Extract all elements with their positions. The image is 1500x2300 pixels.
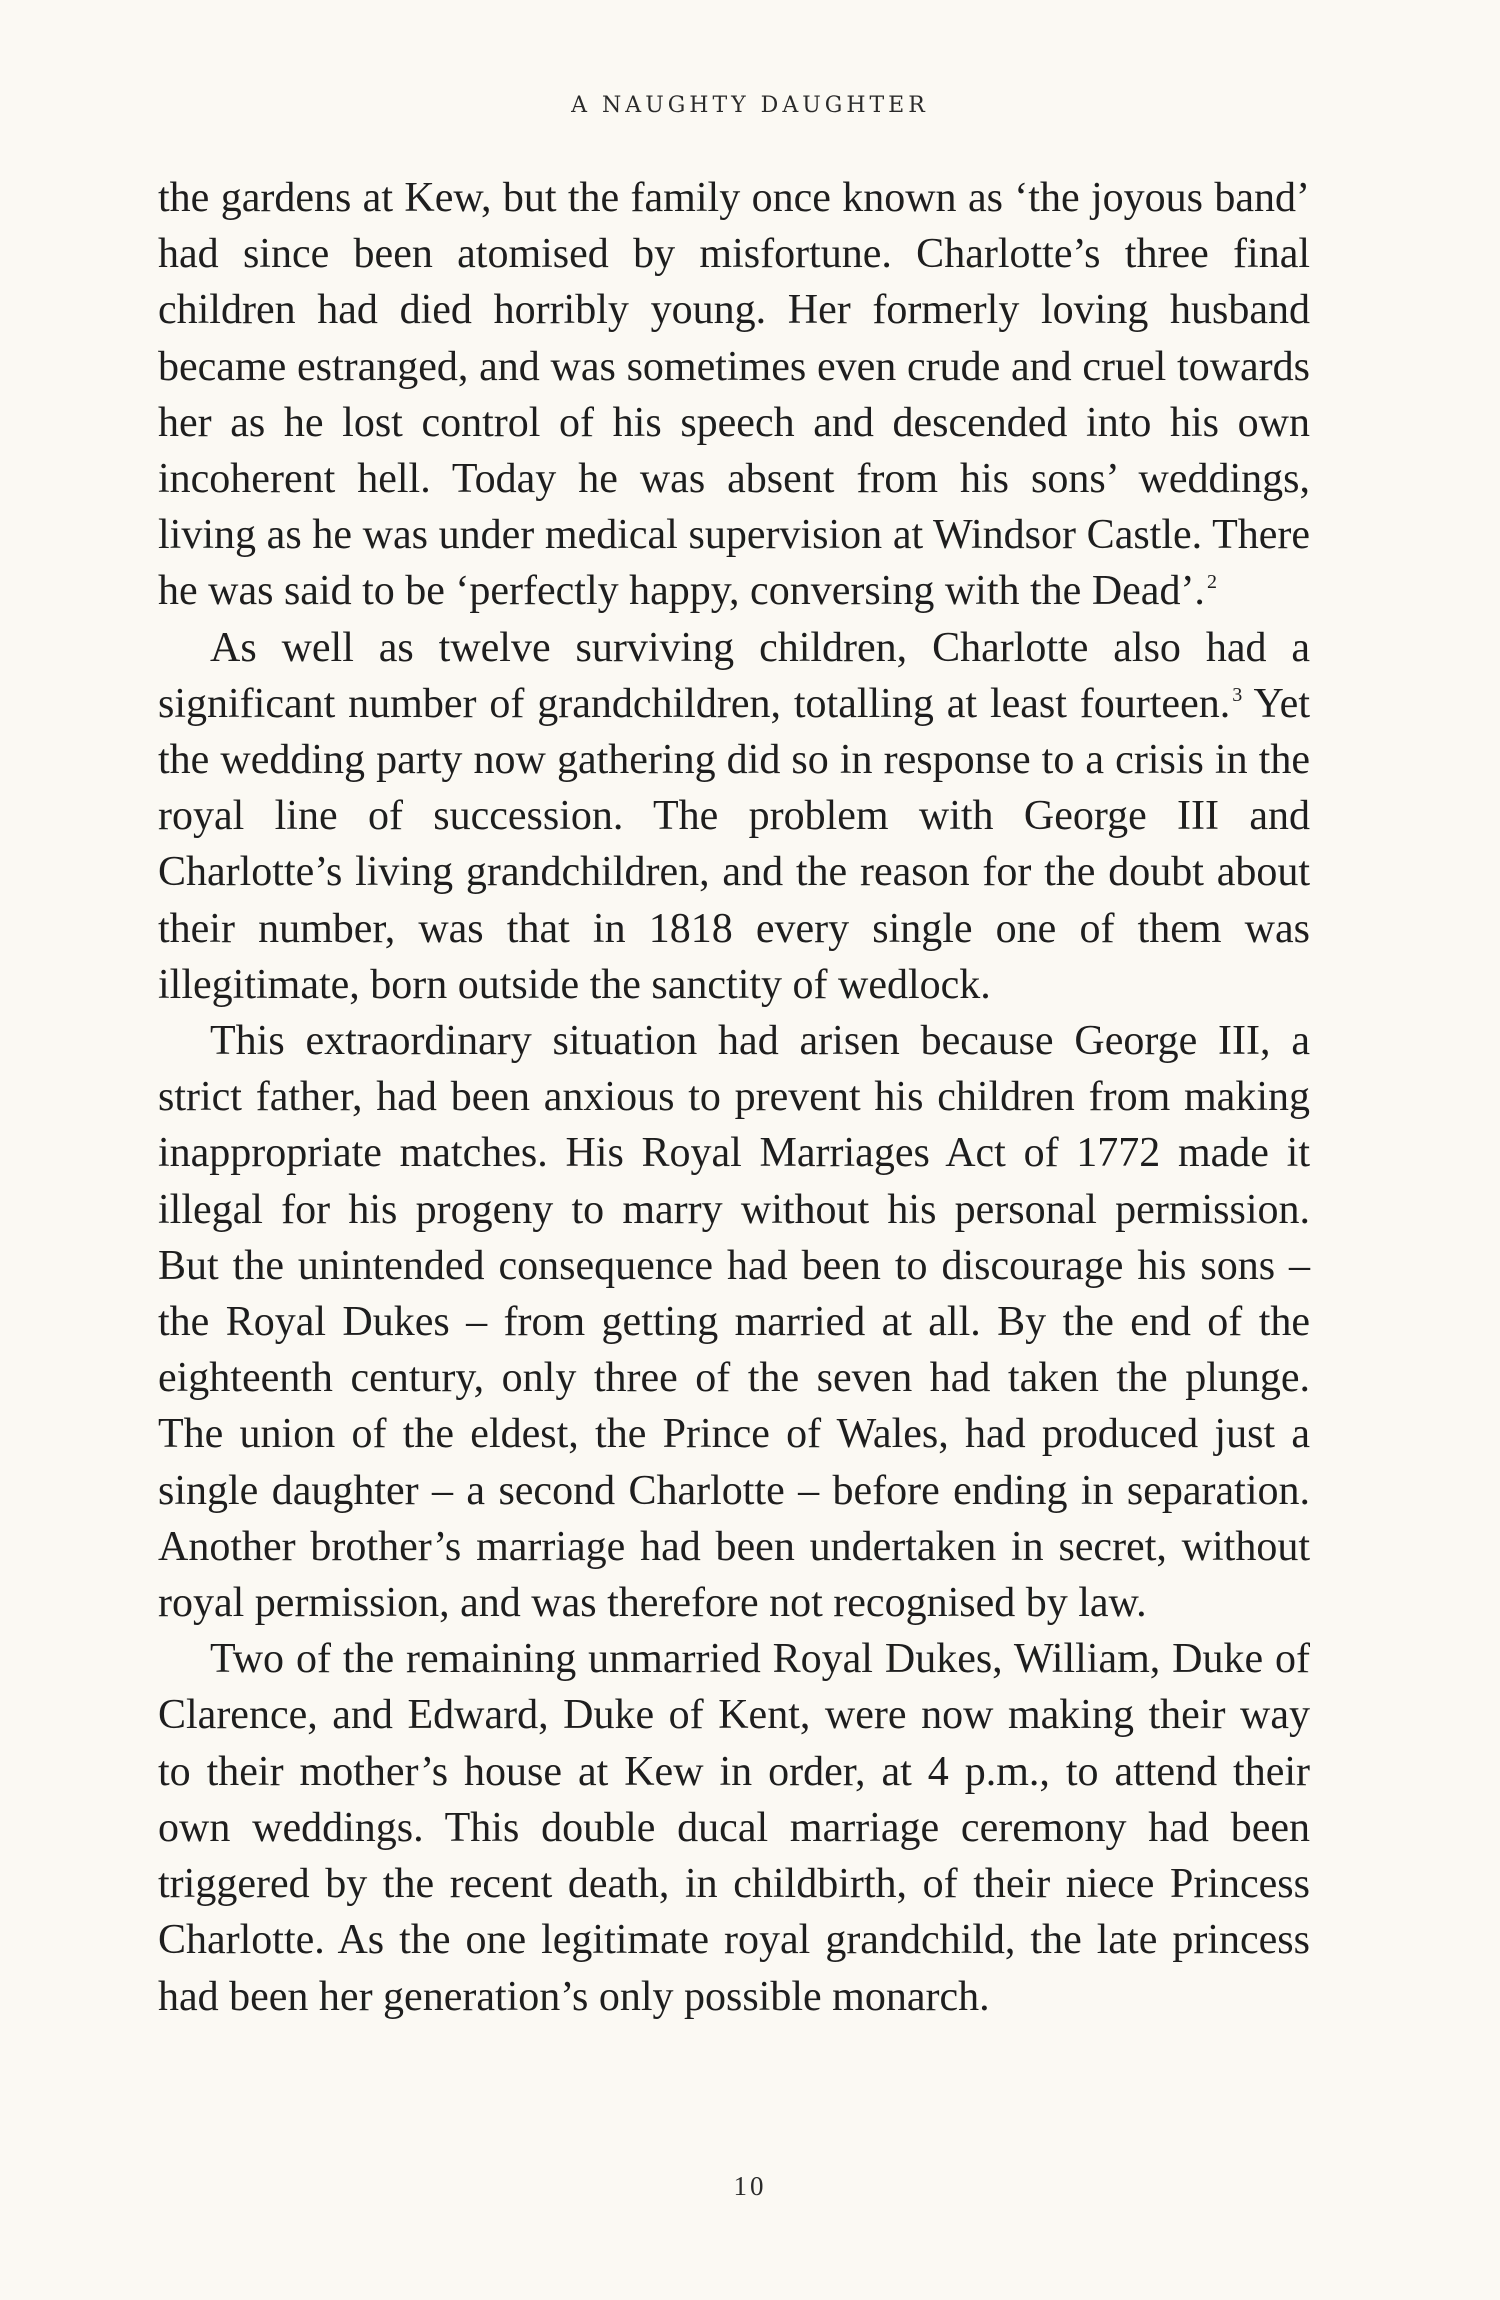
paragraph-3-text: This extraordinary situation had arisen because George III, a strict father, had been anxious to prevent his children from making inappropriate matches. His Royal Marriages Act of 1772 made it illegal for his progeny to marry without his personal permission. But the unintended consequence had been to discourage his sons – the Royal Dukes – from getting married at all. By the end of the eighteenth century, only three of the seven had taken the plunge. The union of the eldest, the Prince of Wales, had produced just a single daughter – a second Charlotte – before ending in separation. Another brother’s marriage had been undertaken in secret, without royal permission, and was therefore not recognised by law. <box>158 1018 1310 1627</box>
paragraph-1-text: the gardens at Kew, but the family once known as ‘the joyous band’ had since been atomised by misfortune. Charlotte’s three final children had died horribly young. Her formerly loving husband became estranged, and was sometimes even crude and cruel towards her as he lost control of his speech and descended into his own incoherent hell. Today he was absent from his sons’ weddings, living as he was under medical supervision at Windsor Castle. There he was said to be ‘perfectly happy, conversing with the Dead’. <box>158 175 1310 615</box>
paragraph-4-text: Two of the remaining unmarried Royal Dukes, William, Duke of Clarence, and Edward, Duke of Kent, were now making their way to their mother’s house at Kew in order, at 4 p.m., to attend their own weddings. This double ducal marriage ceremony had been triggered by the recent death, in childbirth, of their niece Princess Charlotte. As the one legitimate royal grandchild, the late princess had been her generation’s only possible monarch. <box>158 1636 1310 2020</box>
paragraph-2-text-b: Yet the wedding party now gathering did so in response to a crisis in the royal line of succession. The problem with George III and Charlotte’s living grandchildren, and the reason for the doubt about their number, was that in 1818 every single one of them was illegitimate, born outside the sanctity of wedlock. <box>158 680 1310 1008</box>
paragraph-1 <box>158 170 1310 620</box>
footnote-marker-3[interactable]: 3 <box>1232 683 1243 706</box>
paragraph-4 <box>158 1631 1310 2024</box>
running-head: A NAUGHTY DAUGHTER <box>571 93 929 118</box>
paragraph-3 <box>158 1013 1310 1631</box>
footnote-marker-2[interactable]: 2 <box>1206 571 1217 594</box>
paragraph-2-text-a: As well as twelve surviving children, Charlotte also had a significant number of grandchildren, totalling at least fourteen. <box>158 624 1310 727</box>
page-number: 10 <box>733 2171 767 2201</box>
paragraph-2 <box>158 620 1310 1013</box>
body-text <box>158 170 1310 2025</box>
